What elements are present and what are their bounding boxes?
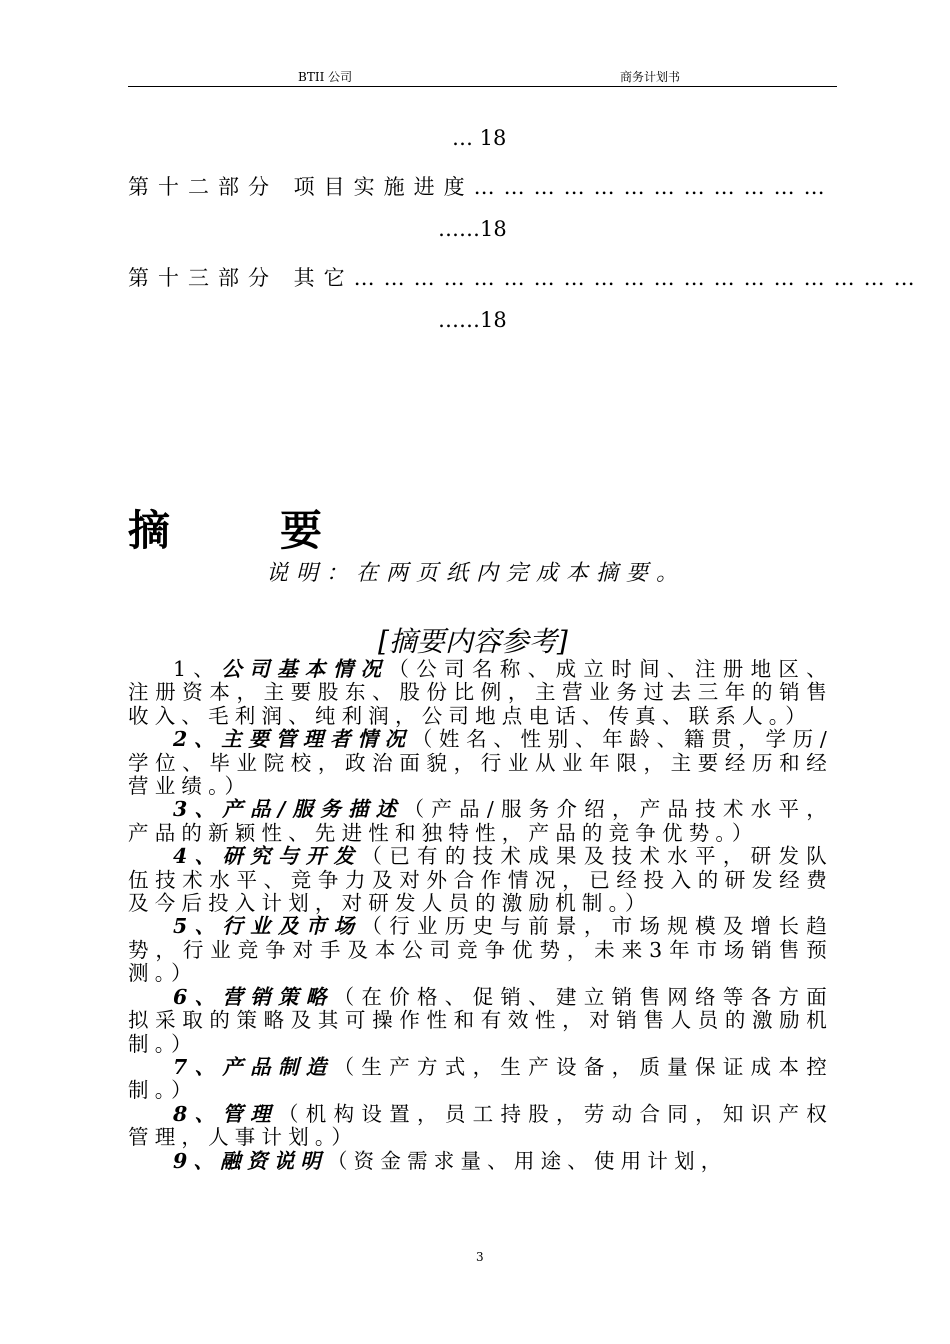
- item-number: 7、: [173, 1054, 223, 1079]
- item-number: 9、: [173, 1148, 221, 1173]
- item-heading: 融资说明: [220, 1148, 327, 1173]
- item-heading: 主要管理者情况: [221, 727, 412, 752]
- item-heading: 行业及市场: [222, 914, 362, 939]
- item-number: 4、: [173, 844, 223, 869]
- toc-entry-part-13-page: ……18: [438, 308, 507, 332]
- item-number: 8、: [173, 1101, 223, 1126]
- list-item: [128, 915, 833, 985]
- toc-entry-part-13[interactable]: 第十三部分 其它…………………………………………………: [128, 266, 924, 290]
- list-item: [128, 986, 833, 1056]
- item-heading: 营销策略: [222, 984, 334, 1009]
- item-text: （公司名称、成立时间、注册地区、注册资本，主要股东、股份比例，主营业务过去三年的销售收入、毛利润、纯利润，公司地点电话、传真、联系人。）: [128, 657, 833, 728]
- list-item: [128, 728, 833, 798]
- list-item: [128, 658, 833, 728]
- header-doc-title: 商务计划书: [620, 70, 681, 84]
- item-text: （生产方式，生产设备，质量保证成本控制。）: [128, 1054, 833, 1103]
- header-company: BTII 公司: [298, 70, 353, 84]
- abstract-reference-list: [128, 658, 833, 1173]
- list-item: [128, 798, 833, 845]
- list-item: [128, 1056, 833, 1103]
- item-heading: 产品制造: [222, 1054, 334, 1079]
- toc-entry-part-12[interactable]: 第十二部分 项目实施进度………………………………: [128, 175, 834, 199]
- page-number: 3: [476, 1250, 484, 1264]
- item-text: （资金需求量、用途、使用计划，: [326, 1148, 728, 1173]
- item-text: （机构设置，员工持股，劳动合同，知识产权管理，人事计划。）: [128, 1101, 833, 1150]
- item-heading: 公司基本情况: [221, 657, 389, 681]
- item-text: （行业历史与前景，市场规模及增长趋势，行业竞争对手及本公司竞争优势，未来3年市场销售预测。）: [128, 914, 833, 986]
- abstract-note: 说明：在两页纸内完成本摘要。: [266, 561, 687, 586]
- item-text: （在价格、促销、建立销售网络等各方面拟采取的策略及其可操作性和有效性，对销售人员的激励机制。）: [128, 984, 833, 1056]
- toc-entry-part-12-page: ……18: [438, 217, 507, 241]
- abstract-title: 摘要: [128, 506, 433, 555]
- item-number: 1、: [173, 657, 222, 681]
- item-number: 3、: [173, 797, 223, 822]
- item-number: 6、: [173, 984, 223, 1009]
- item-text: （姓名、性别、年龄、籍贯，学历/学位、毕业院校，政治面貌，行业从业年限，主要经历和经营业绩。）: [128, 727, 834, 799]
- list-item: [128, 1103, 833, 1150]
- list-item: [128, 845, 833, 915]
- list-item: [128, 1150, 833, 1173]
- item-heading: 产品/服务描述: [222, 797, 404, 822]
- toc-continuation: … 18: [452, 126, 507, 150]
- item-text: （已有的技术成果及技术水平，研发队伍技术水平、竞争力及对外合作情况，已经投入的研发经费及今后投入计划，对研发人员的激励机制。）: [128, 844, 833, 916]
- item-number: 5、: [173, 914, 223, 939]
- reference-title: [摘要内容参考]: [378, 625, 568, 658]
- item-number: 2、: [173, 727, 222, 752]
- item-heading: 研究与开发: [222, 844, 362, 869]
- page-header: [128, 66, 837, 87]
- item-text: （产品/服务介绍，产品技术水平，产品的新颖性、先进性和独特性，产品的竞争优势。）: [128, 797, 833, 845]
- item-heading: 管理: [222, 1101, 278, 1126]
